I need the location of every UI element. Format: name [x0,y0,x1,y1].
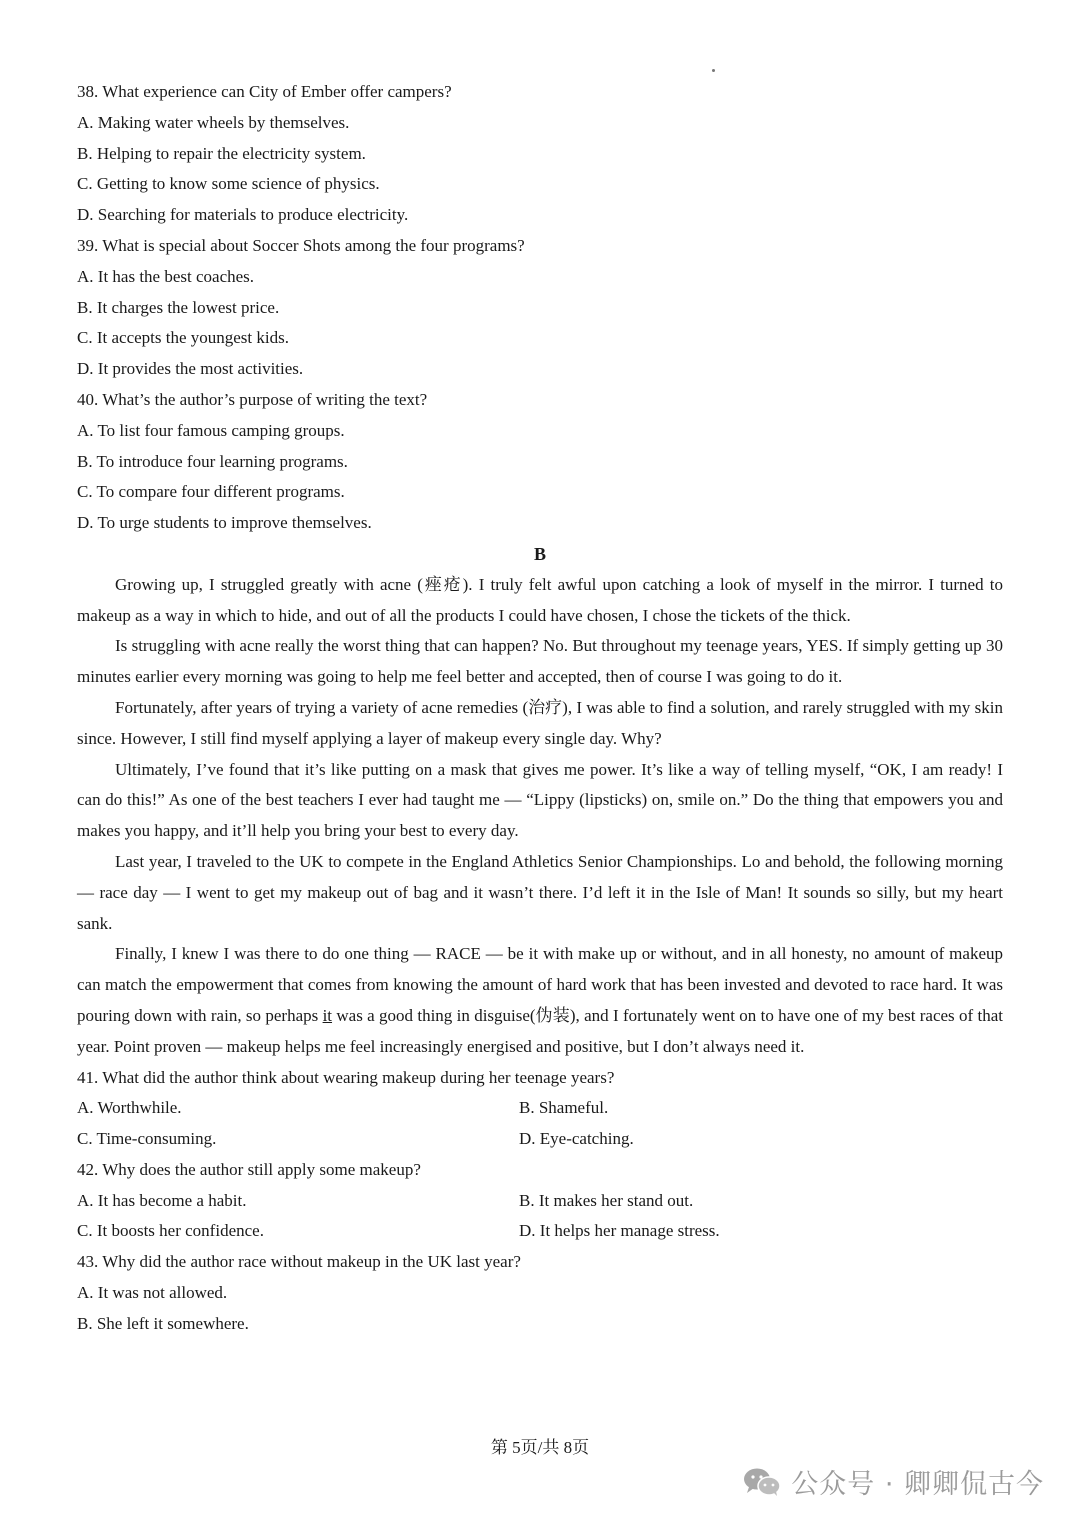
passage-paragraph-5: Last year, I traveled to the UK to compete in the England Athletics Senior Championships. Lo and behold, the following morning — race day — I went to get my makeup out of bag and it wasn’t there. I’d left it in the Isle of Man! It sounds so silly, but my heart sank. [77,851,1003,933]
wechat-watermark [743,1462,1044,1501]
q40-option-a: A. To list four famous camping groups. [77,420,345,440]
q40-option-d: D. To urge students to improve themselves. [77,513,372,533]
q39-option-c: C. It accepts the youngest kids. [77,328,289,348]
question-42-stem: 42. Why does the author still apply some makeup? [77,1159,421,1179]
watermark-text: 公众号 · 卿卿侃古今 [791,1469,1044,1500]
q42-option-c: C. It boosts her confidence. [77,1221,264,1241]
q38-option-b: B. Helping to repair the electricity system. [77,143,366,163]
underlined-word-it: it [322,1005,333,1025]
q41-options-row-2 [77,1124,1003,1155]
q41-option-d: D. Eye-catching. [519,1129,634,1149]
section-b-title: B [533,543,546,564]
q41-option-a: A. Worthwhile. [77,1098,182,1118]
scan-speck [712,69,715,72]
q38-option-d: D. Searching for materials to produce electricity. [77,205,409,225]
q43-option-a: A. It was not allowed. [77,1283,228,1303]
q42-options-row-2 [77,1216,1003,1247]
passage-paragraph-6 [77,939,1003,1062]
passage-paragraph-3: Fortunately, after years of trying a variety of acne remedies (治疗), I was able to find a solution, and rarely struggled with my skin since. However, I still find myself applying a layer of makeup every single day. Why? [77,697,1003,748]
passage-paragraph-4: Ultimately, I’ve found that it’s like putting on a mask that gives me power. It’s like a way of telling myself, “OK, I am ready! I can do this!” As one of the best teachers I ever had taught me — “Lippy (lipsticks) on, smile on.” Do the thing that empowers you and makes you happy, and it’ll help you bring your best to every day. [77,759,1003,841]
paragraph-6-text-before: Finally, I knew I was there to do one thing — RACE — be it with make up or without, and in all honesty, no amount of makeup can match the empowerment that comes from knowing the amount of hard work that has been invested and devoted to race hard. It was pouring down with rain, so perhaps [77,944,1003,1025]
q38-option-a: A. Making water wheels by themselves. [77,112,350,132]
q42-option-d: D. It helps her manage stress. [519,1221,720,1241]
question-39-stem: 39. What is special about Soccer Shots among the four programs? [77,235,525,255]
question-40-stem: 40. What’s the author’s purpose of writing the text? [77,389,428,409]
q41-option-b: B. Shameful. [519,1098,609,1118]
q39-option-d: D. It provides the most activities. [77,359,304,379]
q38-option-c: C. Getting to know some science of physics. [77,174,380,194]
question-43-stem: 43. Why did the author race without makeup in the UK last year? [77,1252,521,1272]
q39-option-a: A. It has the best coaches. [77,266,255,286]
paragraph-6-text-after: was a good thing in disguise(伪装), and I fortunately went on to have one of my best races of that year. Point proven — makeup helps me feel increasingly energised and positive, but I don’t always need it. [77,1005,1003,1056]
q41-options-row-1 [77,1093,1003,1124]
q40-option-c: C. To compare four different programs. [77,482,345,502]
question-41-stem: 41. What did the author think about wearing makeup during her teenage years? [77,1067,615,1087]
q42-option-a: A. It has become a habit. [77,1190,247,1210]
wechat-icon [743,1467,781,1497]
q43-option-b: B. She left it somewhere. [77,1313,249,1333]
page-number-footer: 第 5页/共 8页 [490,1438,590,1457]
q39-option-b: B. It charges the lowest price. [77,297,280,317]
q41-option-c: C. Time-consuming. [77,1129,217,1149]
exam-page [77,77,1003,1340]
passage-paragraph-1: Growing up, I struggled greatly with acne (痤疮). I truly felt awful upon catching a look of myself in the mirror. I turned to makeup as a way in which to hide, and out of all the products I could have chosen, I chose the tickets of the thick. [77,574,1003,625]
q42-options-row-1 [77,1186,1003,1217]
question-38-stem: 38. What experience can City of Ember offer campers? [77,82,452,101]
passage-paragraph-2: Is struggling with acne really the worst thing that can happen? No. But throughout my teenage years, YES. If simply getting up 30 minutes earlier every morning was going to help me feel better and accepted, then of course I was going to do it. [77,636,1003,687]
q40-option-b: B. To introduce four learning programs. [77,451,348,471]
q42-option-b: B. It makes her stand out. [519,1190,694,1210]
